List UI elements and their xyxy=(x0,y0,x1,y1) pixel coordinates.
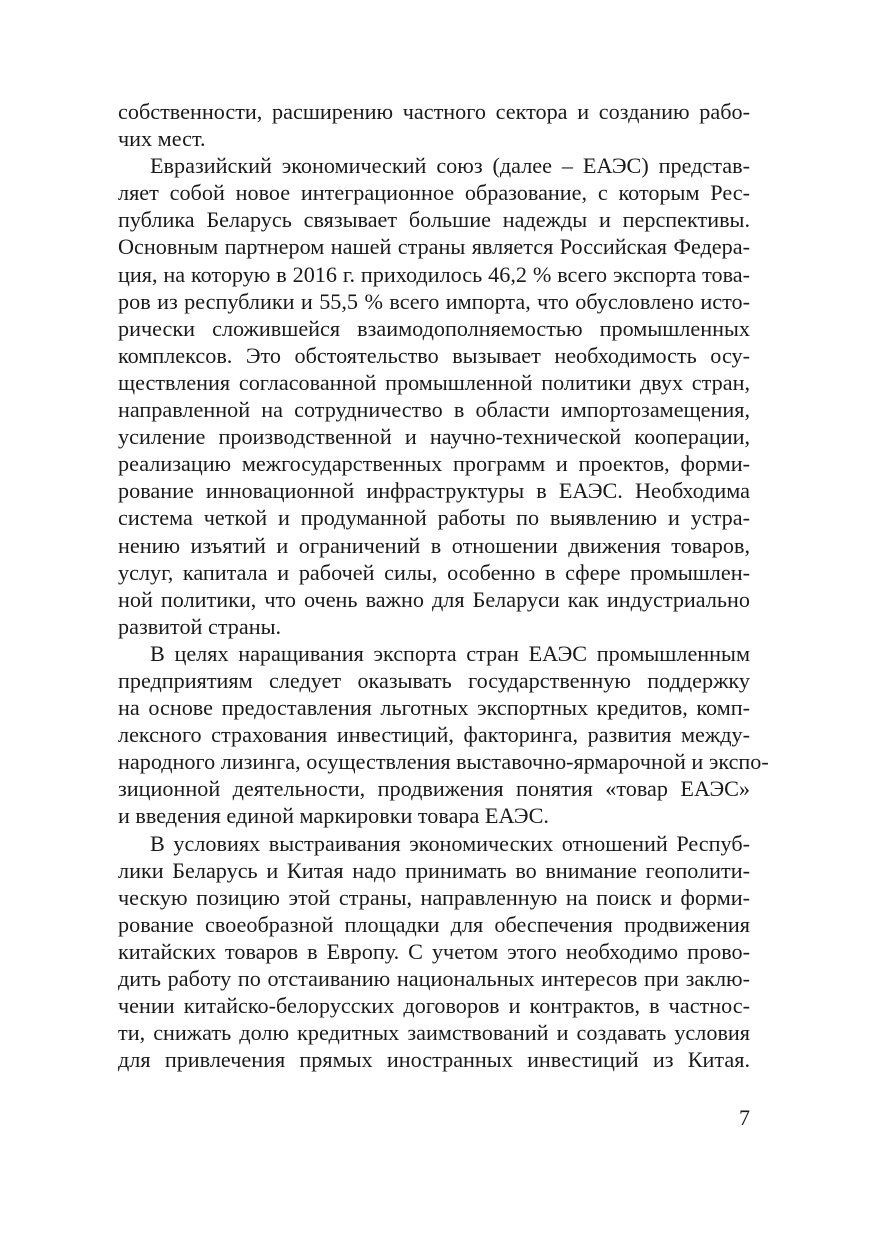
text-line: ров из республики и 55,5 % всего импорта, что обусловлено исто- xyxy=(118,288,750,314)
text-line: Евразийский экономический союз (далее – ЕАЭС) представ- xyxy=(150,153,750,179)
text-line: ти, снижать долю кредитных заимствований и создавать условия xyxy=(118,1020,750,1046)
text-line: ляет собой новое интеграционное образование, с которым Рес- xyxy=(118,180,750,206)
text-line: направленной на сотрудничество в области импортозамещения, xyxy=(118,397,750,423)
text-line: дить работу по отстаиванию национальных интересов при заклю- xyxy=(118,966,750,991)
text-line: развитой страны. xyxy=(118,613,282,639)
paragraph-4 xyxy=(118,830,750,1074)
text-line: нению изъятий и ограничений в отношении движения товаров, xyxy=(118,532,750,558)
text-line: лексного страхования инвестиций, факторинга, развития между- xyxy=(118,722,750,748)
text-line: В условиях выстраивания экономических отношений Респуб- xyxy=(150,830,750,856)
text-line: система четкой и продуманной работы по выявлению и устра- xyxy=(118,505,750,531)
text-line: услуг, капитала и рабочей силы, особенно в сфере промышлен- xyxy=(118,559,750,585)
text-line: чении китайско-белорусских договоров и контрактов, в частнос- xyxy=(118,993,750,1019)
text-line: предприятиям следует оказывать государственную поддержку xyxy=(118,667,750,693)
paragraph-1 xyxy=(118,98,750,152)
paragraph-3 xyxy=(118,640,769,830)
text-line: реализацию межгосударственных программ и проектов, форми- xyxy=(118,451,750,477)
text-line: и введения единой маркировки товара ЕАЭС. xyxy=(118,803,549,829)
text-line: рически сложившейся взаимодополняемостью промышленных xyxy=(118,315,750,341)
text-line: китайских товаров в Европу. С учетом этого необходимо прово- xyxy=(118,938,750,964)
text-line: чих мест. xyxy=(118,126,206,152)
text-line: ческую позицию этой страны, направленную на поиск и форми- xyxy=(118,884,750,910)
text-line: В целях наращивания экспорта стран ЕАЭС промышленным xyxy=(150,640,750,666)
text-line: комплексов. Это обстоятельство вызывает необходимость осу- xyxy=(118,342,750,368)
body-text xyxy=(118,98,769,1073)
text-line: зиционной деятельности, продвижения понятия «товар ЕАЭС» xyxy=(118,776,750,802)
text-line: народного лизинга, осуществления выставочно-ярмарочной и экспо- xyxy=(118,749,769,775)
text-line: собственности, расширению частного сектора и созданию рабо- xyxy=(118,99,750,124)
text-line: публика Беларусь связывает большие надежды и перспективы. xyxy=(118,207,750,233)
text-line: ной политики, что очень важно для Беларуси как индустриально xyxy=(118,586,750,612)
text-line: на основе предоставления льготных экспортных кредитов, комп- xyxy=(118,695,750,721)
text-line: для привлечения прямых иностранных инвестиций из Китая. xyxy=(118,1047,750,1073)
text-line: рование своеобразной площадки для обеспечения продвижения xyxy=(118,911,750,937)
text-line: ществления согласованной промышленной политики двух стран, xyxy=(118,369,750,395)
text-line: лики Беларусь и Китая надо принимать во внимание геополити- xyxy=(118,857,750,883)
text-line: рование инновационной инфраструктуры в ЕАЭС. Необходима xyxy=(118,478,750,504)
paragraph-2 xyxy=(118,152,750,640)
page-number: 7 xyxy=(739,1105,750,1130)
text-line: усиление производственной и научно-технической кооперации, xyxy=(118,424,750,450)
text-line: ция, на которую в 2016 г. приходилось 46,2 % всего экспорта това- xyxy=(118,261,750,287)
text-line: Основным партнером нашей страны является Российская Федера- xyxy=(118,234,750,260)
